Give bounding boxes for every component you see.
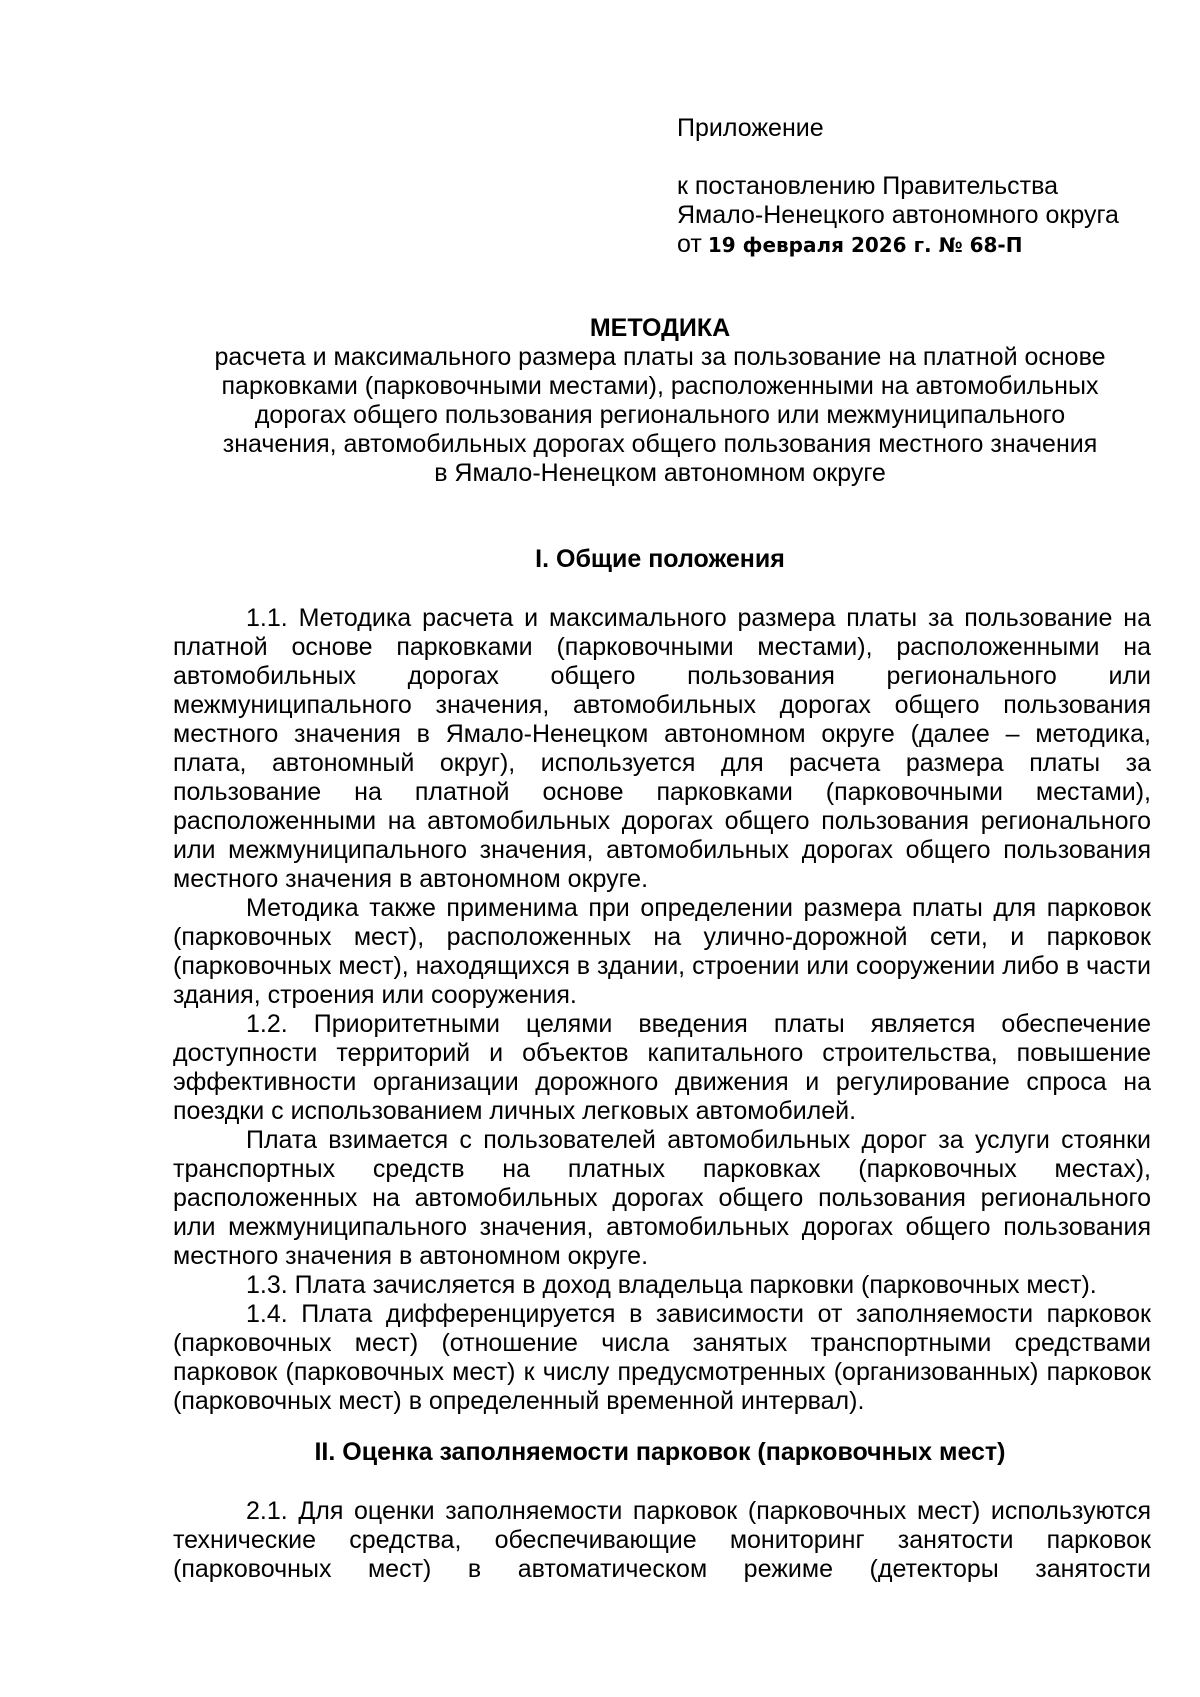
appendix-date-line (677, 230, 1177, 260)
appendix-date-number: 19 февраля 2026 г. № 68-П (707, 233, 1023, 257)
document-title: МЕТОДИКА (589, 314, 731, 342)
paragraph-1-4: 1.4. Плата дифференцируется в зависимости от заполняемости парковок (парковочных мест) (отношение числа занятых транспортными средствами парковок (парковочных мест) к числу предусмотренных (организованных) парковок (парковочных мест) в определенный временной интервал). (173, 1300, 1151, 1415)
section-2-body (173, 1497, 1151, 1584)
title-line: расчета и максимального размера платы за пользование на платной основе (214, 343, 1106, 371)
paragraph-1-2-continued: Плата взимается с пользователей автомобильных дорог за услуги стоянки транспортных средств на платных парковках (парковочных местах), расположенных на автомобильных дорогах общего пользования регионального или межмуниципального значения, автомобильных дорогах общего пользования местного значения в автономном округе. (173, 1126, 1151, 1270)
title-line: в Ямало-Ненецком автономном округе (434, 459, 886, 487)
document-title-block (120, 314, 1200, 488)
paragraph-1-1: 1.1. Методика расчета и максимального размера платы за пользование на платной основе парковками (парковочными местами), расположенными на автомобильных дорогах общего пользования регионального или межмуниципального значения, автомобильных дорогах общего пользования местного значения в Ямало-Ненецком автономном округе (далее – методика, плата, автономный округ), используется для расчета размера платы за пользование на платной основе парковками (парковочными местами), расположенными на автомобильных дорогах общего пользования регионального или межмуниципального значения, автомобильных дорогах общего пользования местного значения в автономном округе. (173, 604, 1151, 893)
appendix-block (677, 114, 1177, 260)
title-line: дорогах общего пользования регионального или межмуниципального (254, 401, 1066, 429)
paragraph-1-1-continued: Методика также применима при определении размера платы для парковок (парковочных мест), расположенных на улично-дорожной сети, и парковок (парковочных мест), находящихся в здании, строении или сооружении либо в части здания, строения или сооружения. (173, 894, 1151, 1009)
paragraph-1-2: 1.2. Приоритетными целями введения платы является обеспечение доступности территорий и объектов капитального строительства, повышение эффективности организации дорожного движения и регулирование спроса на поездки с использованием личных легковых автомобилей. (173, 1010, 1151, 1125)
paragraph-2-1: 2.1. Для оценки заполняемости парковок (парковочных мест) используются технические средства, обеспечивающие мониторинг занятости парковок (парковочных мест) в автоматическом режиме (детекторы занятости (173, 1497, 1151, 1583)
section-1-heading: I. Общие положения (535, 545, 785, 573)
section-2-heading: II. Оценка заполняемости парковок (парковочных мест) (314, 1438, 1006, 1466)
section-1-body (173, 604, 1151, 1416)
paragraph-1-3: 1.3. Плата зачисляется в доход владельца парковки (парковочных мест). (246, 1271, 1097, 1299)
appendix-line-2: Ямало-Ненецкого автономного округа (677, 201, 1119, 229)
appendix-date-prefix: от (677, 230, 702, 258)
appendix-label: Приложение (677, 114, 824, 142)
appendix-spacer (677, 143, 1177, 172)
title-line: парковками (парковочными местами), расположенными на автомобильных (221, 372, 1099, 400)
title-line: значения, автомобильных дорогах общего пользования местного значения (222, 430, 1098, 458)
appendix-line-1: к постановлению Правительства (677, 172, 1059, 200)
